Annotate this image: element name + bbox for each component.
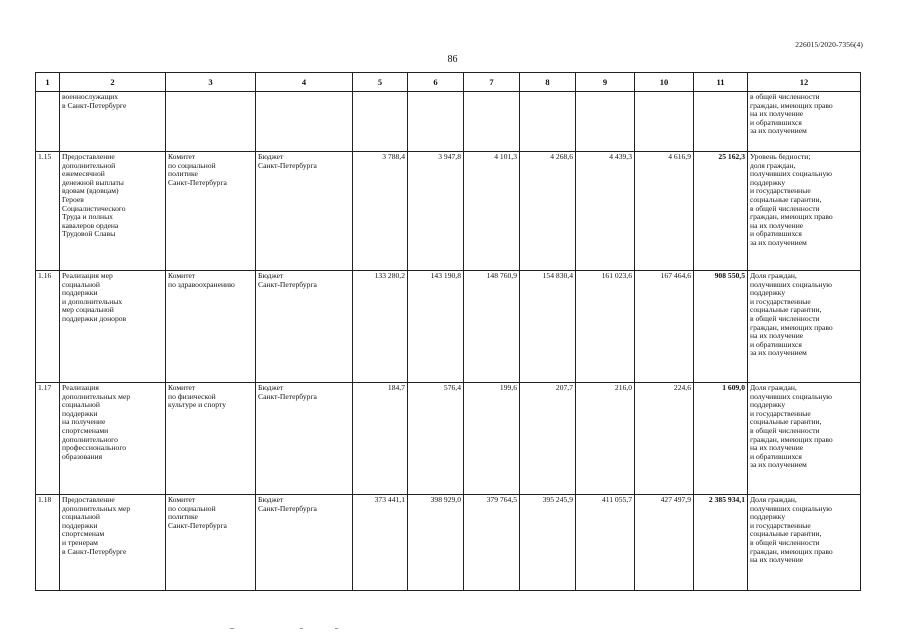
cell-value: 199,6 (464, 383, 520, 495)
cell-total: 908 550,5 (694, 271, 748, 383)
cell-value: 4 439,3 (576, 152, 635, 271)
cell-source: Бюджет Санкт-Петербурга (256, 152, 353, 271)
cell-value: 411 055,7 (576, 495, 635, 591)
cell-name: Реализация мер социальной поддержки и дополнительных мер социальной поддержки доноров (60, 271, 166, 383)
cell-executor: Комитет по социальной политике Санкт-Петербурга (166, 152, 256, 271)
cell-value (520, 92, 576, 152)
cell-value: 395 245,9 (520, 495, 576, 591)
table-row (36, 383, 861, 495)
cell-name: Реализация дополнительных мер социальной поддержки на получение спортсменами дополнительного профессионального образования (60, 383, 166, 495)
cell-value: 207,7 (520, 383, 576, 495)
header-cell: 4 (256, 73, 353, 92)
cell-value: 3 947,8 (408, 152, 464, 271)
cell-value: 184,7 (353, 383, 408, 495)
cell-value: 224,6 (635, 383, 694, 495)
cell-index: 1.16 (36, 271, 60, 383)
header-cell: 12 (748, 73, 861, 92)
cell-value: 216,0 (576, 383, 635, 495)
cell-value: 161 023,6 (576, 271, 635, 383)
cell-value: 3 788,4 (353, 152, 408, 271)
cell-value: 373 441,1 (353, 495, 408, 591)
header-cell: 1 (36, 73, 60, 92)
header-cell: 9 (576, 73, 635, 92)
cell-value (576, 92, 635, 152)
cell-value: 576,4 (408, 383, 464, 495)
cell-value: 398 929,0 (408, 495, 464, 591)
cell-value: 379 764,5 (464, 495, 520, 591)
cell-indicator: в общей численности граждан, имеющих право на их получение и обратившихся за их получением (748, 92, 861, 152)
cell-name: Предоставление дополнительных мер социальной поддержки спортсменам и тренерам в Санкт-Петербурге (60, 495, 166, 591)
cell-value (408, 92, 464, 152)
document-number: 226015/2020-7356(4) (795, 40, 863, 49)
header-row (36, 73, 861, 92)
cell-indicator: Доля граждан, получивших социальную поддержку и государственные социальные гарантии, в общей численности граждан, имеющих право на их получение и обратившихся за их получением (748, 383, 861, 495)
cell-value: 148 760,9 (464, 271, 520, 383)
scan-artifact (335, 628, 338, 629)
cell-index: 1.18 (36, 495, 60, 591)
cell-index (36, 92, 60, 152)
header-cell: 5 (353, 73, 408, 92)
header-cell: 3 (166, 73, 256, 92)
header-cell: 6 (408, 73, 464, 92)
cell-indicator: Уровень бедности; доля граждан, получивших социальную поддержку и государственные социальные гарантии, в общей численности граждан, имеющих право на их получение и обратившихся за их получением (748, 152, 861, 271)
cell-name: Предоставление дополнительной ежемесячной денежной выплаты вдовам (вдовцам) Героев Социалистического Труда и полных кавалеров ордена Трудовой Славы (60, 152, 166, 271)
cell-executor: Комитет по физической культуре и спорту (166, 383, 256, 495)
header-cell: 10 (635, 73, 694, 92)
cell-value: 167 464,6 (635, 271, 694, 383)
cell-value (464, 92, 520, 152)
header-cell: 2 (60, 73, 166, 92)
cell-index: 1.17 (36, 383, 60, 495)
table-row (36, 495, 861, 591)
cell-value: 4 268,6 (520, 152, 576, 271)
cell-total: 25 162,3 (694, 152, 748, 271)
table-row-continuation (36, 92, 861, 152)
cell-indicator: Доля граждан, получивших социальную поддержку и государственные социальные гарантии, в общей численности граждан, имеющих право на их получение и обратившихся за их получением (748, 271, 861, 383)
cell-total: 2 385 934,1 (694, 495, 748, 591)
cell-executor: Комитет по социальной политике Санкт-Петербурга (166, 495, 256, 591)
header-cell: 8 (520, 73, 576, 92)
cell-source (256, 92, 353, 152)
scan-artifact (230, 628, 234, 629)
header-cell: 7 (464, 73, 520, 92)
cell-value: 133 280,2 (353, 271, 408, 383)
cell-value: 154 830,4 (520, 271, 576, 383)
cell-executor (166, 92, 256, 152)
cell-source: Бюджет Санкт-Петербурга (256, 383, 353, 495)
cell-source: Бюджет Санкт-Петербурга (256, 271, 353, 383)
cell-value: 4 101,3 (464, 152, 520, 271)
cell-index: 1.15 (36, 152, 60, 271)
cell-total (694, 92, 748, 152)
program-table (35, 72, 861, 591)
table-row (36, 271, 861, 383)
scan-artifact (300, 628, 303, 629)
cell-source: Бюджет Санкт-Петербурга (256, 495, 353, 591)
cell-value: 143 190,8 (408, 271, 464, 383)
cell-indicator: Доля граждан, получивших социальную поддержку и государственные социальные гарантии, в общей численности граждан, имеющих право на их получение (748, 495, 861, 591)
cell-value: 4 616,9 (635, 152, 694, 271)
cell-value (635, 92, 694, 152)
header-cell: 11 (694, 73, 748, 92)
page-number: 86 (447, 54, 458, 65)
table-row (36, 152, 861, 271)
cell-value (353, 92, 408, 152)
cell-name: военнослужащих в Санкт-Петербурге (60, 92, 166, 152)
cell-executor: Комитет по здравоохранению (166, 271, 256, 383)
cell-value: 427 497,9 (635, 495, 694, 591)
cell-total: 1 609,0 (694, 383, 748, 495)
